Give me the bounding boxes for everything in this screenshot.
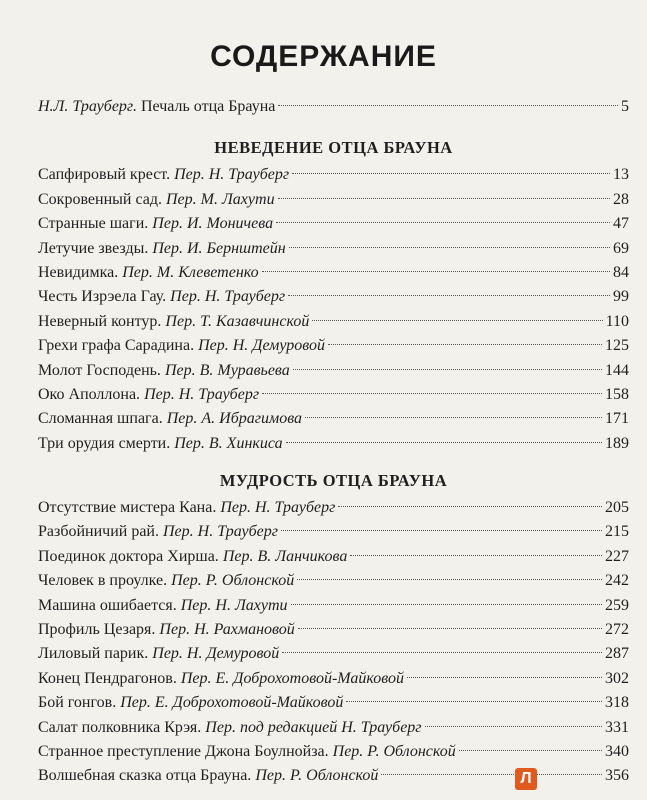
entry-translator: Пер. Н. Демуровой	[152, 645, 280, 663]
entry-translator: Пер. Т. Казавчинской	[165, 312, 310, 330]
entry-translator: Пер. М. Клеветенко	[122, 263, 259, 281]
entry-page: 356	[605, 767, 629, 785]
dot-leader	[381, 774, 602, 775]
entry-translator: Пер. Н. Лахути	[180, 596, 288, 614]
entry-translator: Пер. И. Моничева	[152, 215, 274, 233]
entry-translator: Пер. В. Ланчикова	[222, 547, 348, 565]
entry-translator: Пер. Н. Рахмановой	[159, 621, 295, 639]
dot-leader	[338, 506, 602, 507]
toc-entry	[38, 594, 629, 618]
toc-entry	[38, 334, 629, 358]
entry-page: 189	[605, 434, 629, 452]
entry-page: 227	[605, 547, 629, 565]
toc-entry	[38, 545, 629, 569]
toc-entry	[38, 285, 629, 309]
entry-page: 13	[613, 166, 629, 184]
toc-entry	[38, 520, 629, 544]
entry-page: 47	[613, 215, 629, 233]
page-title: СОДЕРЖАНИЕ	[210, 40, 437, 73]
section-heading: МУДРОСТЬ ОТЦА БРАУНА	[219, 471, 448, 491]
table-of-contents	[38, 95, 629, 789]
dot-leader	[297, 579, 602, 580]
entry-translator: Пер. Н. Трауберг	[144, 385, 260, 403]
entry-page: 5	[621, 98, 629, 115]
toc-entry	[38, 310, 629, 334]
entry-page: 318	[605, 694, 629, 712]
entry-title: Отсутствие мистера Кана.	[38, 499, 217, 517]
dot-leader	[276, 222, 610, 223]
entry-title: Сломанная шпага.	[38, 410, 163, 428]
site-logo-icon: Л	[515, 768, 537, 790]
entry-title: Сапфировый крест.	[38, 166, 171, 184]
entry-title: Неверный контур.	[38, 312, 162, 330]
entry-page: 69	[613, 239, 629, 257]
entry-title: Око Аполлона.	[38, 385, 141, 403]
dot-leader	[459, 750, 602, 751]
entry-translator: Пер. Е. Доброхотовой-Майковой	[120, 694, 344, 712]
entry-title: Странное преступление Джона Боулнойза.	[38, 742, 329, 760]
toc-entry	[38, 163, 629, 187]
entry-page: 340	[605, 742, 629, 760]
toc-entry	[38, 569, 629, 593]
dot-leader	[312, 320, 602, 321]
sections	[38, 133, 629, 788]
toc-entry	[38, 667, 629, 691]
entry-author: Н.Л. Трауберг.	[38, 98, 137, 115]
entry-page: 99	[613, 288, 629, 306]
toc-entry	[38, 618, 629, 642]
entry-translator: Пер. Н. Трауберг	[170, 288, 286, 306]
toc-entry	[38, 261, 629, 285]
entry-page: 272	[605, 621, 629, 639]
toc-entry	[38, 496, 629, 520]
dot-leader	[291, 604, 602, 605]
toc-entry	[38, 407, 629, 431]
entry-translator: Пер. Р. Облонской	[171, 572, 295, 590]
dot-leader	[292, 173, 610, 174]
entry-title: Бой гонгов.	[38, 694, 117, 712]
dot-leader	[288, 295, 610, 296]
toc-entry	[38, 237, 629, 261]
entry-title: Человек в проулке.	[38, 572, 168, 590]
entry-title: Профиль Цезаря.	[38, 621, 156, 639]
entry-translator: Пер. В. Муравьева	[164, 361, 290, 379]
entry-page: 259	[605, 596, 629, 614]
entry-title: Грехи графа Сарадина.	[38, 337, 195, 355]
entry-translator: Пер. Н. Трауберг	[162, 523, 278, 541]
entry-title: Печаль отца Брауна	[140, 98, 276, 115]
entry-translator: Пер. Е. Доброхотовой-Майковой	[180, 669, 404, 687]
toc-entry	[38, 212, 629, 236]
entry-title: Конец Пендрагонов.	[38, 669, 177, 687]
entry-translator: Пер. Р. Облонской	[332, 742, 456, 760]
entry-title: Три орудия смерти.	[38, 434, 171, 452]
dot-leader	[425, 726, 602, 727]
entry-translator: Пер. Р. Облонской	[255, 767, 379, 785]
entry-title: Волшебная сказка отца Брауна.	[38, 767, 252, 785]
entry-page: 28	[613, 190, 629, 208]
toc-entry	[38, 764, 629, 788]
dot-leader	[293, 369, 602, 370]
entry-page: 205	[605, 499, 629, 517]
dot-leader	[289, 247, 610, 248]
dot-leader	[281, 530, 602, 531]
dot-leader	[346, 701, 602, 702]
entry-page: 171	[605, 410, 629, 428]
entry-page: 84	[613, 263, 629, 281]
toc-entry	[38, 642, 629, 666]
toc-entry	[38, 432, 629, 456]
entry-translator: Пер. под редакцией Н. Трауберг	[205, 718, 422, 736]
entry-translator: Пер. В. Хинкиса	[174, 434, 283, 452]
toc-entry	[38, 740, 629, 764]
entry-page: 302	[605, 669, 629, 687]
entry-translator: Пер. А. Ибрагимова	[166, 410, 303, 428]
section-heading: НЕВЕДЕНИЕ ОТЦА БРАУНА	[214, 138, 453, 158]
entry-title: Летучие звезды.	[38, 239, 149, 257]
dot-leader	[328, 344, 602, 345]
entry-translator: Пер. И. Бернштейн	[152, 239, 286, 257]
entry-page: 215	[605, 523, 629, 541]
entry-title: Странные шаги.	[38, 215, 149, 233]
dot-leader	[262, 393, 602, 394]
entry-translator: Пер. М. Лахути	[165, 190, 275, 208]
dot-leader	[262, 271, 610, 272]
entry-page: 331	[605, 718, 629, 736]
entry-page: 242	[605, 572, 629, 590]
entry-translator: Пер. Н. Трауберг	[174, 166, 290, 184]
entry-title: Салат полковника Крэя.	[38, 718, 202, 736]
toc-entry	[38, 716, 629, 740]
entry-title: Поединок доктора Хирша.	[38, 547, 219, 565]
entry-translator: Пер. Н. Демуровой	[198, 337, 326, 355]
entry-page: 287	[605, 645, 629, 663]
toc-entry	[38, 359, 629, 383]
toc-entry	[38, 691, 629, 715]
dot-leader	[407, 677, 602, 678]
entry-title: Машина ошибается.	[38, 596, 177, 614]
dot-leader	[350, 555, 602, 556]
entry-title: Молот Господень.	[38, 361, 161, 379]
toc-entry	[38, 188, 629, 212]
entry-title: Невидимка.	[38, 263, 119, 281]
entry-page: 125	[605, 337, 629, 355]
entry-title: Честь Изрэела Гау.	[38, 288, 167, 306]
dot-leader	[305, 417, 602, 418]
entry-page: 158	[605, 385, 629, 403]
entry-page: 110	[605, 312, 629, 330]
dot-leader	[298, 628, 602, 629]
dot-leader	[282, 652, 602, 653]
dot-leader	[286, 442, 602, 443]
dot-leader	[278, 105, 618, 106]
entry-page: 144	[605, 361, 629, 379]
toc-entry-intro	[38, 95, 629, 119]
entry-title: Разбойничий рай.	[38, 523, 159, 541]
entry-translator: Пер. Н. Трауберг	[220, 499, 336, 517]
toc-entry	[38, 383, 629, 407]
dot-leader	[278, 198, 610, 199]
entry-title: Лиловый парик.	[38, 645, 149, 663]
entry-title: Сокровенный сад.	[38, 190, 162, 208]
